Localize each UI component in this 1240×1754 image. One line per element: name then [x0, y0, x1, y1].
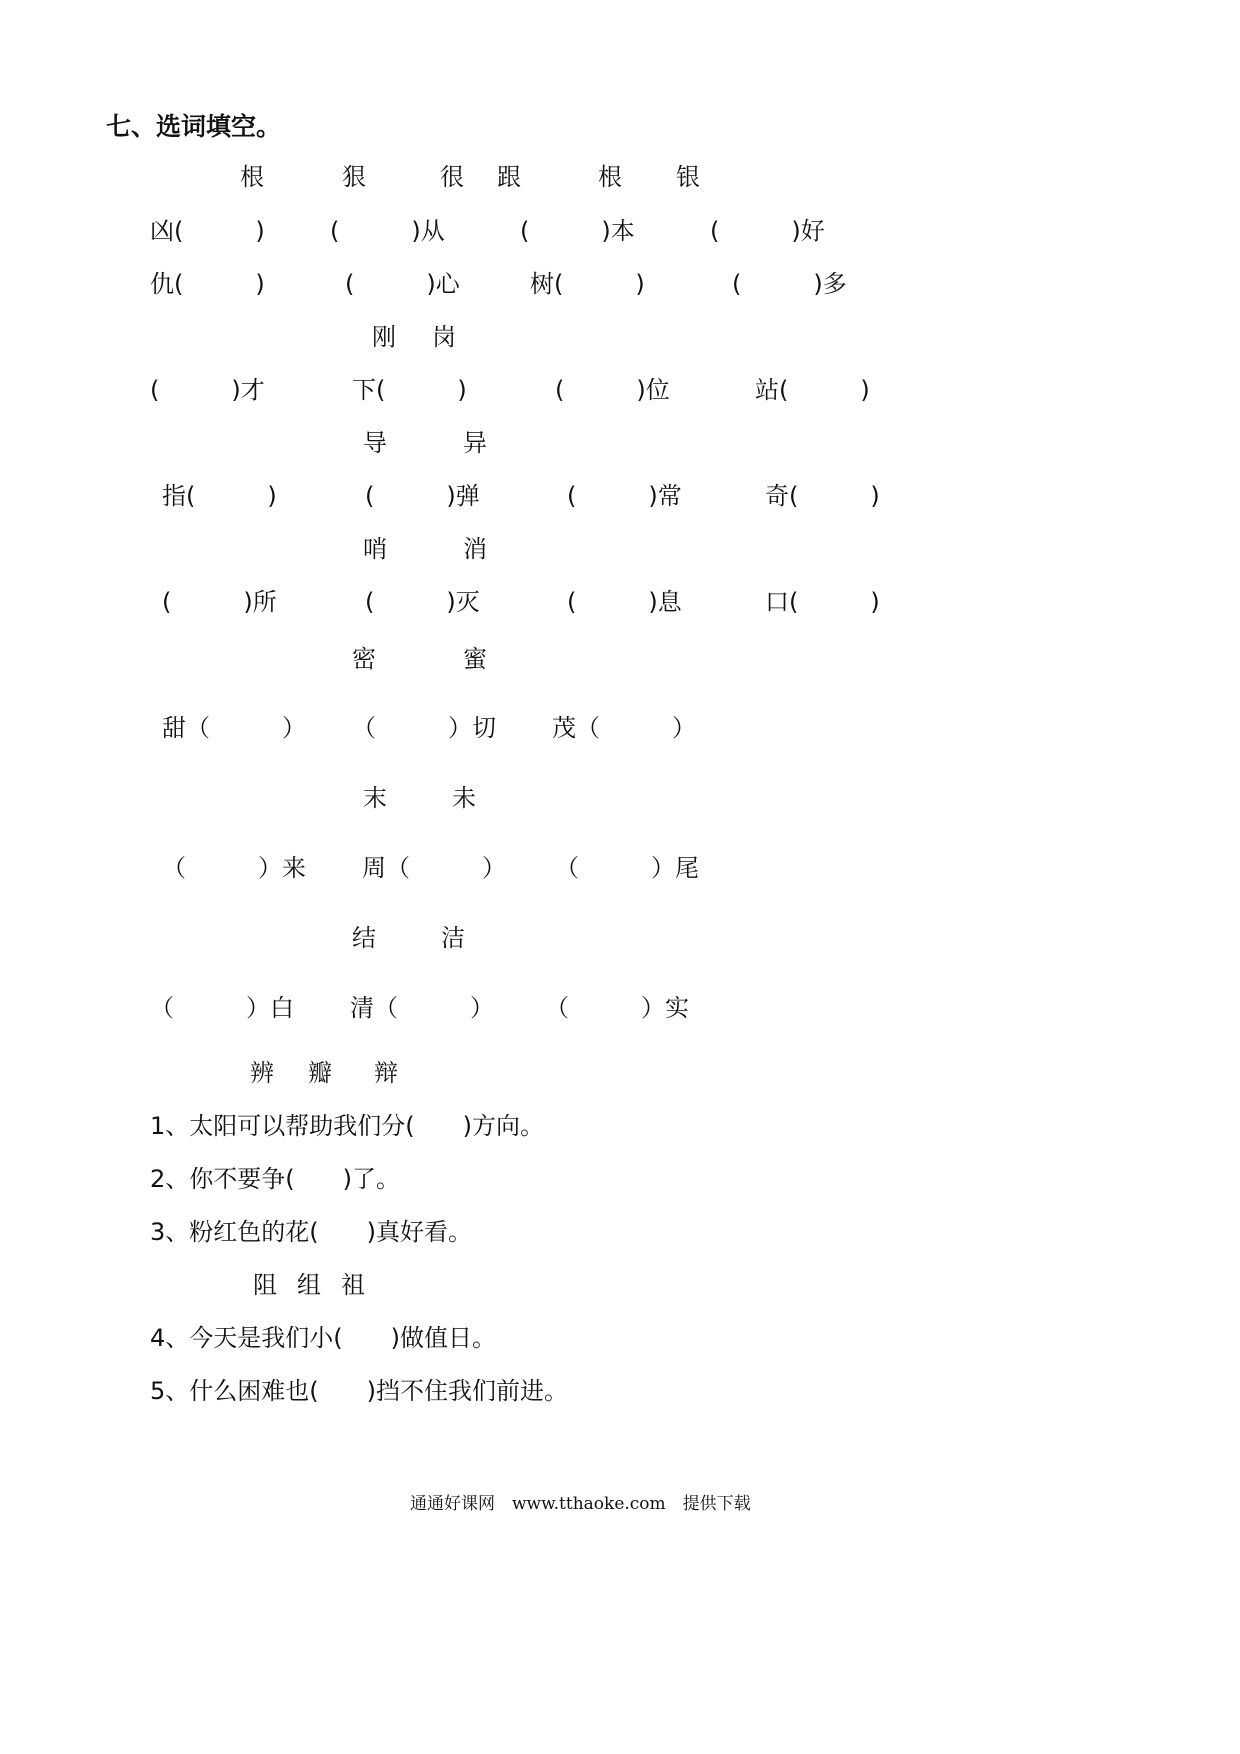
- fill-blank-item: 甜（ ）: [162, 714, 306, 742]
- fill-blank-item: ( )息: [567, 588, 682, 616]
- option-char: 岗: [432, 323, 456, 351]
- option-char: 根: [240, 163, 264, 191]
- fill-blank-item: 仇( ): [150, 270, 265, 298]
- option-char: 组: [297, 1271, 321, 1299]
- option-char: 异: [463, 429, 487, 457]
- option-char: 祖: [341, 1271, 365, 1299]
- fill-blank-item: ( )常: [567, 482, 682, 510]
- option-char: 根: [598, 163, 622, 191]
- option-char: 结: [352, 924, 376, 952]
- fill-blank-item: 口( ): [765, 588, 880, 616]
- fill-blank-item: ( )从: [330, 217, 445, 245]
- option-char: 辩: [374, 1059, 398, 1087]
- option-char: 哨: [363, 535, 387, 563]
- option-char: 导: [363, 429, 387, 457]
- option-char: 阻: [253, 1271, 277, 1299]
- fill-blank-item: （ ）实: [545, 994, 689, 1022]
- option-char: 洁: [441, 924, 465, 952]
- fill-blank-item: 下( ): [352, 376, 467, 404]
- fill-blank-item: ( )弹: [365, 482, 480, 510]
- option-char: 跟: [497, 163, 521, 191]
- option-char: 密: [352, 645, 376, 673]
- fill-blank-item: （ ）来: [162, 854, 306, 882]
- fill-blank-item: ( )位: [555, 376, 670, 404]
- fill-blank-item: 站( ): [755, 376, 870, 404]
- fill-blank-item: ( )好: [710, 217, 825, 245]
- option-char: 银: [676, 163, 700, 191]
- fill-blank-item: 凶( ): [150, 217, 265, 245]
- fill-blank-item: （ ）尾: [555, 854, 699, 882]
- fill-blank-item: 周（ ）: [362, 854, 506, 882]
- sentence-item: 5、什么困难也( )挡不住我们前进。: [150, 1377, 568, 1405]
- fill-blank-item: 指( ): [162, 482, 277, 510]
- fill-blank-item: （ ）切: [352, 714, 496, 742]
- fill-blank-item: ( )灭: [365, 588, 480, 616]
- sentence-item: 3、粉红色的花( )真好看。: [150, 1218, 472, 1246]
- fill-blank-item: ( )本: [520, 217, 635, 245]
- option-char: 末: [363, 784, 387, 812]
- sentence-item: 4、今天是我们小( )做值日。: [150, 1324, 496, 1352]
- option-char: 很: [440, 163, 464, 191]
- option-char: 狠: [342, 163, 366, 191]
- fill-blank-item: 奇( ): [765, 482, 880, 510]
- fill-blank-item: ( )多: [732, 270, 847, 298]
- fill-blank-item: 树( ): [530, 270, 645, 298]
- fill-blank-item: ( )心: [345, 270, 460, 298]
- fill-blank-item: ( )才: [150, 376, 265, 404]
- option-char: 未: [452, 784, 476, 812]
- sentence-item: 2、你不要争( )了。: [150, 1165, 400, 1193]
- sentence-item: 1、太阳可以帮助我们分( )方向。: [150, 1112, 544, 1140]
- option-char: 瓣: [308, 1059, 332, 1087]
- footer-text: 通通好课网 www.tthaoke.com 提供下载: [410, 1494, 751, 1514]
- section-title: 七、选词填空。: [106, 112, 282, 141]
- option-char: 刚: [372, 323, 396, 351]
- fill-blank-item: 茂（ ）: [552, 714, 696, 742]
- fill-blank-item: 清（ ）: [350, 994, 494, 1022]
- option-char: 蜜: [463, 645, 487, 673]
- fill-blank-item: （ ）白: [150, 994, 294, 1022]
- option-char: 辨: [250, 1059, 274, 1087]
- option-char: 消: [463, 535, 487, 563]
- fill-blank-item: ( )所: [162, 588, 277, 616]
